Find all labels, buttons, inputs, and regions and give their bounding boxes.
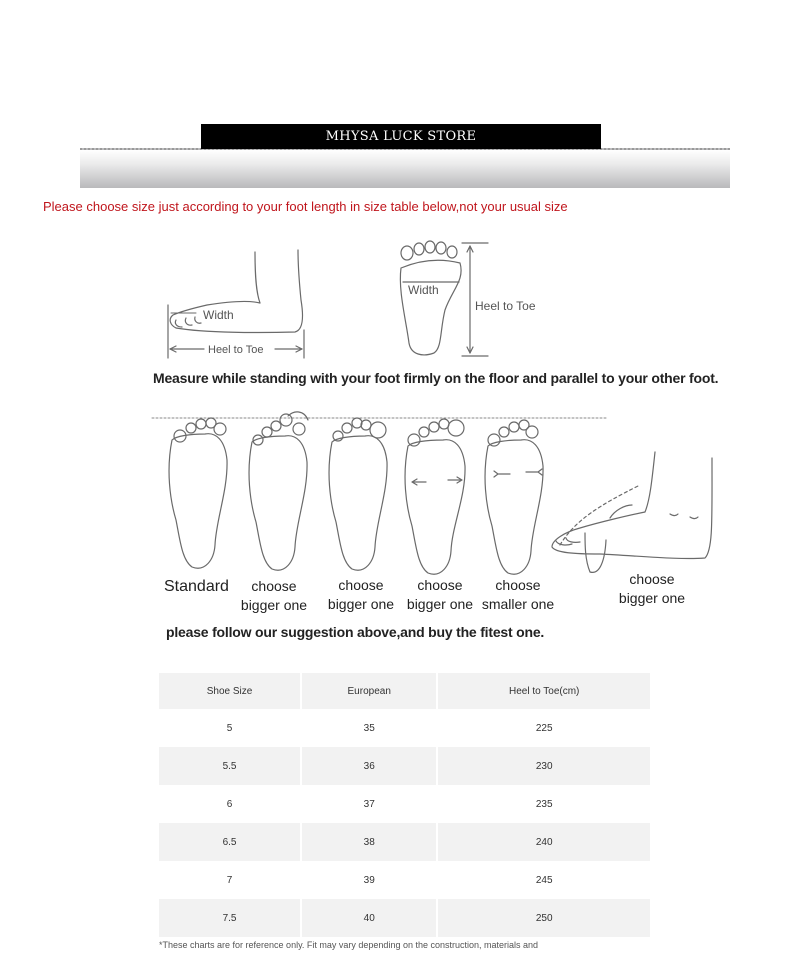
size-table <box>159 673 650 937</box>
size-notice: Please choose size just according to your foot length in size table below,not your usual size <box>43 199 568 214</box>
cell-heel-to-toe: 235 <box>535 798 553 810</box>
foot-label-line2: bigger one <box>618 590 686 606</box>
cell-european: 39 <box>302 861 438 899</box>
cell-european: 36 <box>302 747 438 785</box>
cell-shoe-size: 7 <box>159 861 302 899</box>
foot-label-line2: bigger one <box>240 597 308 613</box>
cell-shoe-size: 7.5 <box>159 899 302 937</box>
foot-outline-2 <box>249 412 308 570</box>
header-heel-to-toe: Heel to Toe(cm) <box>438 673 650 709</box>
foot-outline-4 <box>405 419 465 574</box>
side-width-label: Width <box>203 308 234 322</box>
follow-suggestion: please follow our suggestion above,and buy the fitest one. <box>166 624 545 640</box>
cell-shoe-size: 5.5 <box>159 747 302 785</box>
foot-outline-3 <box>329 418 387 570</box>
foot-label-line1: Standard <box>164 578 229 595</box>
header-shoe-size: Shoe Size <box>159 673 302 709</box>
foot-label-line2: smaller one <box>481 596 555 612</box>
table-row <box>159 899 650 937</box>
foot-label-line1: choose <box>417 577 463 593</box>
table-row <box>159 747 650 785</box>
table-row <box>159 785 650 823</box>
table-row <box>159 861 650 899</box>
cell-european: 40 <box>302 899 438 937</box>
foot-label-line1: choose <box>629 571 675 587</box>
cell-heel-to-toe: 230 <box>438 747 650 785</box>
cell-shoe-size: 6.5 <box>159 823 302 861</box>
cell-shoe-size: 5 <box>159 709 302 747</box>
foot-label-5 <box>480 576 556 614</box>
side-foot-figure <box>168 250 304 358</box>
cell-heel-to-toe: 225 <box>535 722 553 734</box>
table-header-row <box>159 673 650 709</box>
header-european: European <box>302 673 438 709</box>
measure-instruction: Measure while standing with your foot firmly on the floor and parallel to your other foot. <box>153 370 719 386</box>
cell-european: 38 <box>302 823 438 861</box>
foot-label-line2: bigger one <box>406 596 474 612</box>
foot-label-6 <box>614 570 690 608</box>
foot-outline-5 <box>485 420 543 574</box>
top-width-label: Width <box>408 283 439 297</box>
table-row <box>159 823 650 861</box>
cell-heel-to-toe: 240 <box>438 823 650 861</box>
table-row <box>159 709 650 747</box>
side-length-label: Heel to Toe <box>208 344 264 356</box>
foot-outline-side-shoe <box>552 452 712 572</box>
foot-outline-standard <box>169 418 227 568</box>
foot-label-2 <box>236 577 312 615</box>
foot-label-line1: choose <box>251 578 297 594</box>
cell-heel-to-toe: 245 <box>535 874 553 886</box>
cell-european: 35 <box>302 709 438 747</box>
footnote: *These charts are for reference only. Fit may vary depending on the construction, materials and <box>159 940 539 950</box>
top-length-label: Heel to Toe <box>475 299 536 313</box>
foot-label-standard <box>164 577 229 596</box>
foot-label-line1: choose <box>338 577 384 593</box>
cell-european: 37 <box>302 785 438 823</box>
foot-label-line1: choose <box>495 577 541 593</box>
foot-label-line2: bigger one <box>327 596 395 612</box>
foot-label-4 <box>402 576 478 614</box>
cell-shoe-size: 6 <box>159 785 302 823</box>
store-name: MHYSA LUCK STORE <box>325 129 477 144</box>
cell-heel-to-toe: 250 <box>438 899 650 937</box>
foot-label-3 <box>323 576 399 614</box>
